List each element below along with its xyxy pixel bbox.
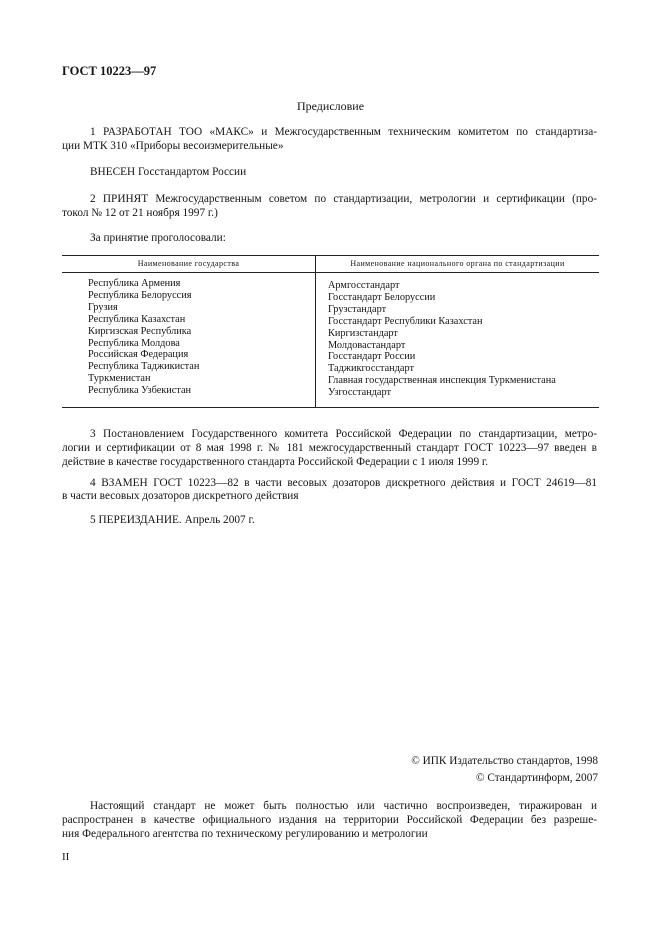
paragraph-replaces-line2: в части весовых дозаторов дискретного действия [62, 490, 299, 502]
table-header-states: Наименование государства [137, 259, 240, 268]
paragraph-text: ВНЕСЕН Госстандартом России [90, 166, 247, 178]
paragraph-reissue [62, 513, 597, 527]
paragraph-text: 4 ВЗАМЕН ГОСТ 10223—82 в части весовых дозаторов дискретного действия и ГОСТ 24619—81 [90, 477, 597, 489]
paragraph-text: 3 Постановлением Государственного комитета Российской Федерации по стандартизации, метро- [90, 428, 597, 440]
states-column [88, 278, 199, 397]
table-cell-body: Госстандарт России [328, 351, 416, 363]
notice-line3: ния Федерального агентства по техническому регулированию и метрологии [62, 828, 428, 840]
table-cell-body: Молдовастандарт [328, 339, 406, 351]
table-cell-state: Республика Молдова [88, 337, 180, 349]
paragraph-text: Настоящий стандарт не может быть полностью или частично воспроизведен, тиражирован и [90, 800, 597, 812]
paragraph-developed-line2: ции МТК 310 «Приборы весоизмерительные» [62, 140, 284, 152]
document-code-header: ГОСТ 10223—97 [62, 64, 157, 78]
paragraph-resolution-line1 [62, 427, 597, 441]
notice-line1 [62, 799, 597, 813]
paragraph-text: 2 ПРИНЯТ Межгосударственным советом по стандартизации, метрологии и сертификации (про- [90, 193, 597, 205]
paragraph-resolution-line2: логии и сертификации от 8 мая 1998 г. № 181 межгосударственный стандарт ГОСТ 10223—97 введен в [62, 442, 597, 454]
paragraph-replaces-line1 [62, 476, 597, 490]
table-cell-state: Республика Армения [88, 278, 181, 289]
paragraph-adopted-line2: токол № 12 от 21 ноября 1997 г.) [62, 207, 218, 219]
paragraph-text: За принятие проголосовали: [90, 232, 226, 244]
table-column-divider [315, 256, 316, 407]
table-cell-body: Госстандарт Республики Казахстан [328, 315, 483, 327]
table-cell-body: Армгосстандарт [328, 280, 400, 291]
page-number: II [62, 851, 70, 863]
table-cell-state: Туркменистан [88, 373, 151, 385]
table-cell-state: Российская Федерация [88, 349, 189, 361]
table-cell-state: Республика Узбекистан [88, 385, 192, 397]
paragraph-voted [62, 231, 597, 245]
section-title: Предисловие [296, 99, 365, 113]
paragraph-developed-line1 [62, 125, 597, 139]
paragraph-text: 5 ПЕРЕИЗДАНИЕ. Апрель 2007 г. [90, 514, 255, 526]
table-cell-body: Киргизстандарт [328, 327, 398, 339]
bodies-column [328, 280, 556, 399]
table-header-bodies: Наименование национального органа по стандартизации [350, 259, 565, 268]
copyright-line-2: © Стандартинформ, 2007 [475, 772, 598, 784]
paragraph-text: 1 РАЗРАБОТАН ТОО «МАКС» и Межгосударственным техническим комитетом по стандартиза- [90, 126, 597, 138]
table-cell-body: Узгосстандарт [328, 387, 391, 399]
table-cell-state: Киргизская Республика [88, 325, 192, 337]
paragraph-adopted-line1 [62, 192, 597, 206]
paragraph-resolution-line3: действие в качестве государственного стандарта Российской Федерации с 1 июля 1999 г. [62, 456, 489, 468]
table-cell-state: Республика Белоруссия [88, 289, 192, 301]
table-cell-body: Госстандарт Белоруссии [328, 291, 436, 303]
table-cell-body: Таджикгосстандарт [328, 363, 415, 375]
table-cell-body: Грузстандарт [328, 303, 387, 315]
table-cell-state: Республика Казахстан [88, 313, 186, 325]
voting-table [62, 255, 599, 408]
table-cell-state: Грузия [88, 301, 118, 313]
copyright-line-1: © ИПК Издательство стандартов, 1998 [411, 755, 598, 767]
table-cell-body: Главная государственная инспекция Туркменистана [328, 375, 556, 387]
paragraph-introduced [62, 165, 597, 179]
table-cell-state: Республика Таджикистан [88, 361, 200, 373]
copyright-block [411, 753, 598, 787]
notice-line2: распространен в качестве официального издания на территории Российской Федерации без разреше- [62, 814, 597, 826]
table-header-row [62, 256, 599, 273]
